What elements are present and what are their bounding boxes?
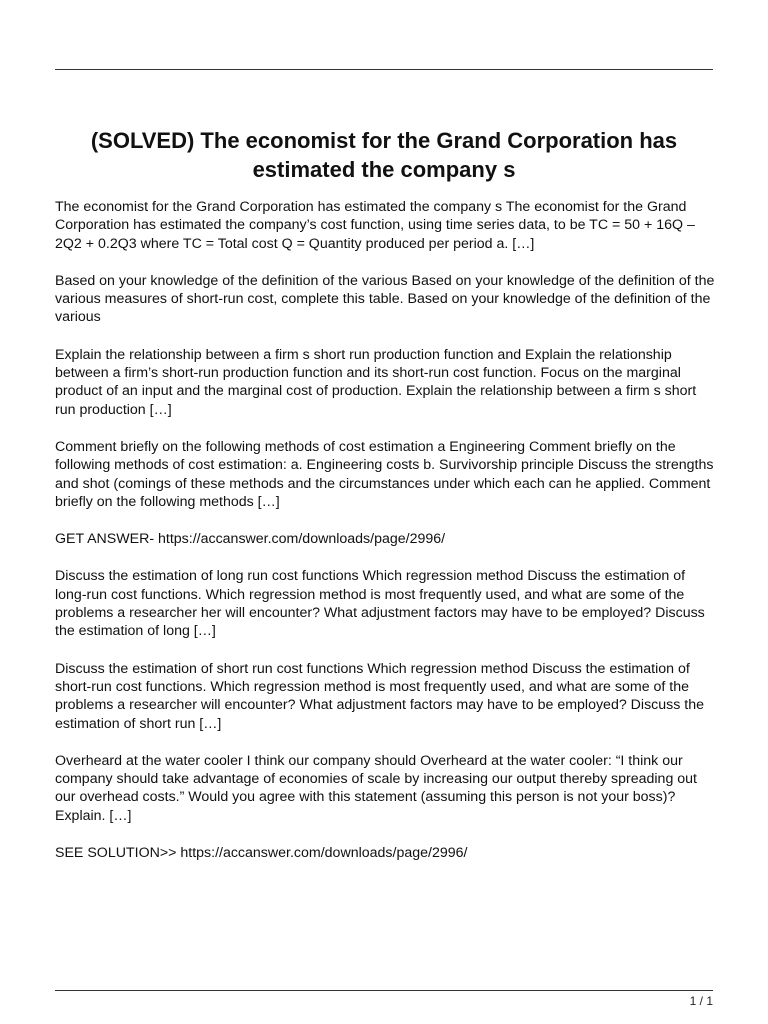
header-rule [55,69,713,70]
see-solution-link[interactable]: SEE SOLUTION>> https://accanswer.com/downloads/page/2996/ [55,845,468,862]
paragraph-cost-function: The economist for the Grand Corporation has estimated the company s The economist for the Grand Corporation has estimated the company’s cost function, using time series data, to be TC = 50 + 16Q – 2Q2 + 0.2Q3 where TC = Total cost Q = Quantity produced per period a. […] [55,199,695,252]
footer-rule [55,990,713,991]
paragraph-short-run-estimation: Discuss the estimation of short run cost functions Which regression method Discuss the estimation of short-run cost functions. Which regression method is most frequently used, and what are some of the problems a researcher will encounter? What adjustment factors may have to be employed? Discuss the estimation of short run […] [55,660,704,732]
paragraph-long-run-estimation: Discuss the estimation of long run cost functions Which regression method Discuss the estimation of long-run cost functions. Which regression method is most frequently used, and what are some of the problems a researcher her will encounter? What adjustment factors may have to be employed? Discuss the estimation of long […] [55,568,705,640]
paragraph-production-function: Explain the relationship between a firm s short run production function and Explain the relationship between a firm’s short-run production function and its short-run cost function. Focus on the marginal product of an input and the marginal cost of production. Explain the relationship between a firm s short run production […] [55,346,697,418]
paragraph-water-cooler: Overheard at the water cooler I think our company should Overheard at the water cooler: “I think our company should take advantage of economies of scale by increasing our output thereby spreading out our overhead costs.” Would you agree with this statement (assuming this person is not your boss)? Explain. […] [55,752,697,824]
page-number: 1 / 1 [689,994,713,1008]
paragraph-short-run-cost-definitions: Based on your knowledge of the definition of the various Based on your knowledge of the definition of the various measures of short-run cost, complete this table. Based on your knowledge of the definition of the various [55,272,715,326]
paragraph-cost-estimation-methods: Comment briefly on the following methods of cost estimation a Engineering Comment briefly on the following methods of cost estimation: a. Engineering costs b. Survivorship principle Discuss the strengths and shot (comings of these methods and the circumstances under which each can he applied. Comment briefly on the following methods […] [55,438,714,510]
document-body [55,198,715,881]
page-title: (SOLVED) The economist for the Grand Corporation has estimated the company s [90,128,678,182]
get-answer-link[interactable]: GET ANSWER- https://accanswer.com/downloads/page/2996/ [55,531,446,548]
